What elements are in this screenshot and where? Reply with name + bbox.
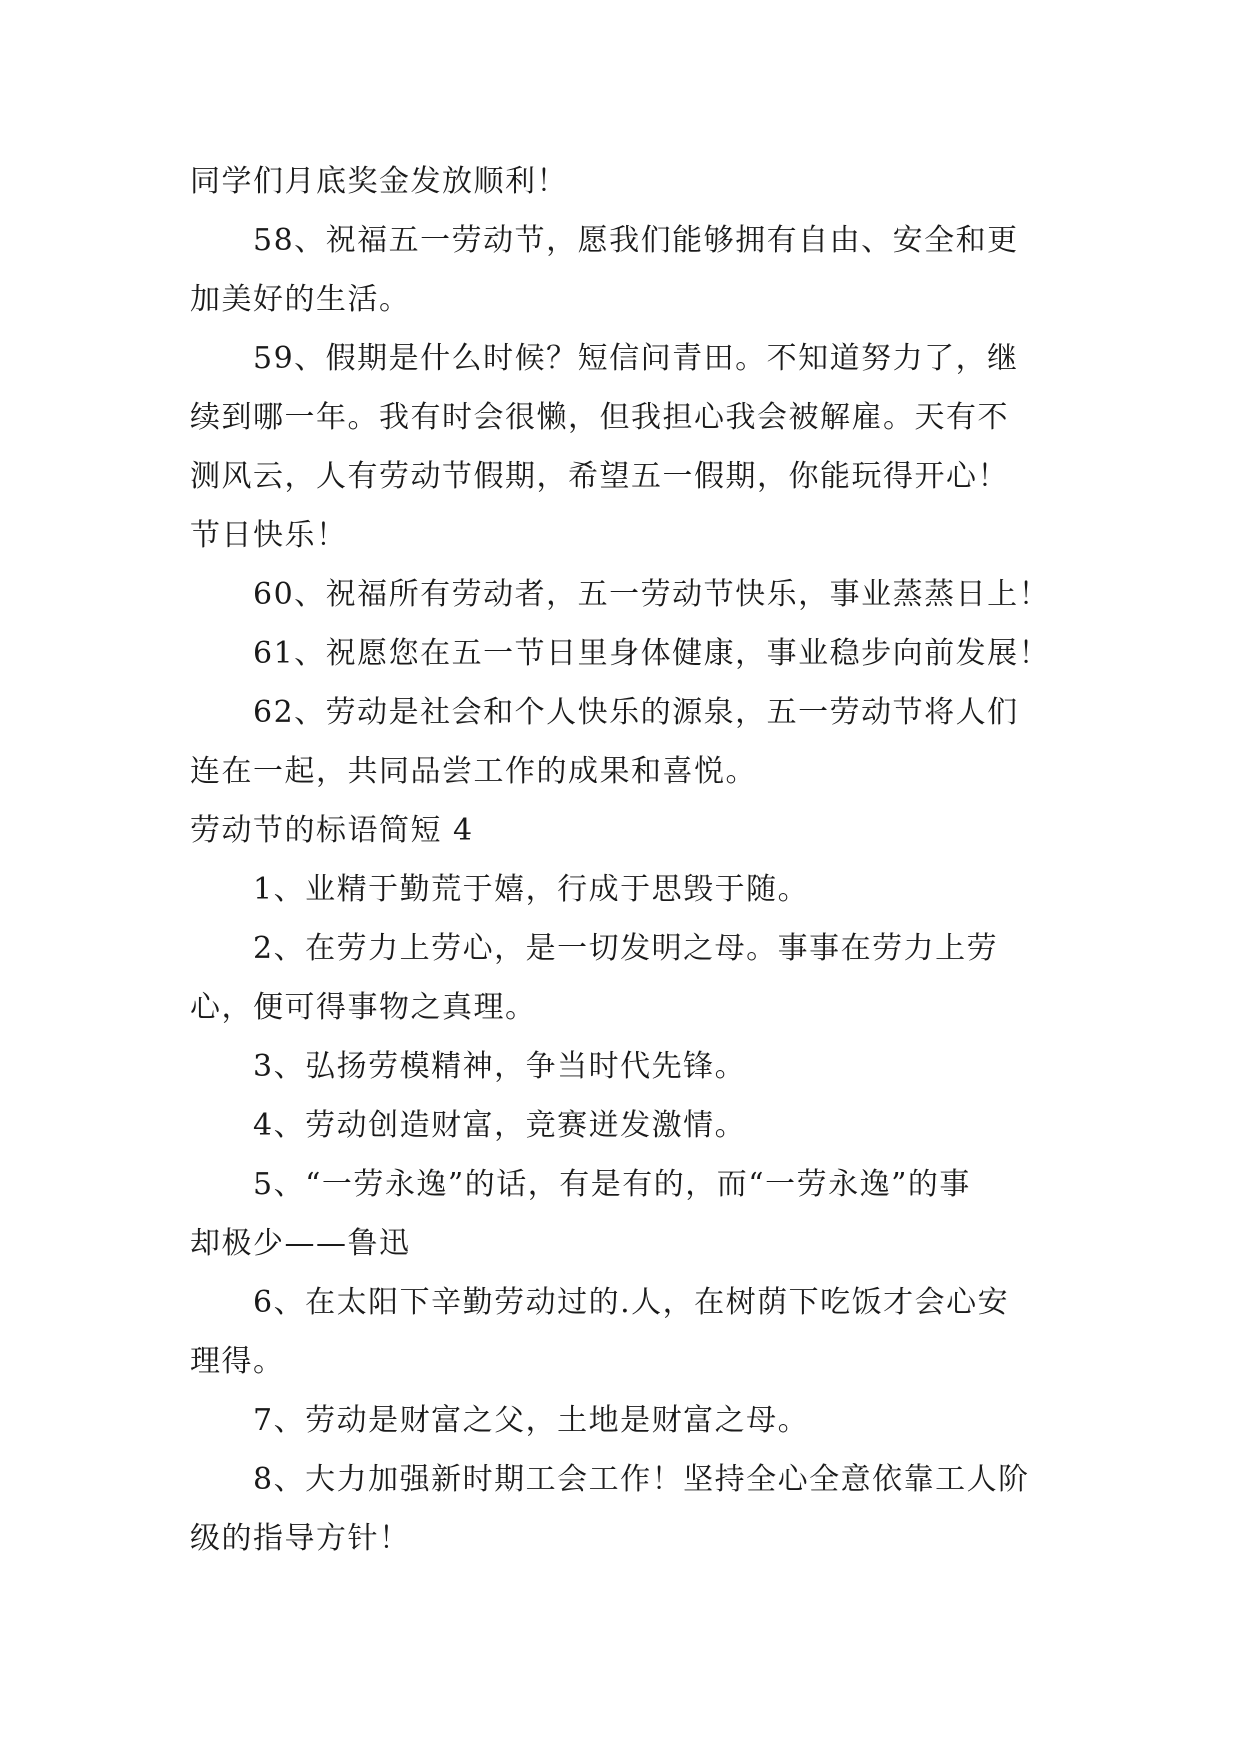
list-item-58: 58、祝福五一劳动节，愿我们能够拥有自由、安全和更: [253, 223, 1019, 258]
list-item-8: 8、大力加强新时期工会工作！坚持全心全意依靠工人阶: [253, 1462, 1030, 1497]
list-item-2: 2、在劳力上劳心，是一切发明之母。事事在劳力上劳: [253, 931, 999, 966]
document-body: [190, 152, 1060, 1568]
text-line: 同学们月底奖金发放顺利！: [190, 164, 568, 199]
text-line: 级的指导方针！: [190, 1521, 411, 1556]
list-item-59: 59、假期是什么时候？短信问青田。不知道努力了，继: [253, 341, 1019, 376]
text-line: 却极少——鲁迅: [190, 1226, 411, 1261]
list-item-7: 7、劳动是财富之父，土地是财富之母。: [253, 1403, 810, 1438]
list-item-62: 62、劳动是社会和个人快乐的源泉，五一劳动节将人们: [253, 695, 1019, 730]
text-line: 理得。: [190, 1344, 285, 1379]
list-item-6: 6、在太阳下辛勤劳动过的.人，在树荫下吃饭才会心安: [253, 1285, 1010, 1320]
list-item-5: 5、“一劳永逸”的话，有是有的，而“一劳永逸”的事: [253, 1167, 971, 1202]
list-item-61: 61、祝愿您在五一节日里身体健康，事业稳步向前发展！: [253, 636, 1051, 671]
text-line: 节日快乐！: [190, 518, 348, 553]
section-heading: 劳动节的标语简短 4: [190, 813, 474, 848]
text-line: 心，便可得事物之真理。: [190, 990, 537, 1025]
text-line: 加美好的生活。: [190, 282, 411, 317]
text-line: 测风云，人有劳动节假期，希望五一假期，你能玩得开心！: [190, 459, 1009, 494]
list-item-1: 1、业精于勤荒于嬉，行成于思毁于随。: [253, 872, 810, 907]
text-line: 续到哪一年。我有时会很懒，但我担心我会被解雇。天有不: [190, 400, 1009, 435]
list-item-4: 4、劳动创造财富，竞赛迸发激情。: [253, 1108, 747, 1143]
list-item-60: 60、祝福所有劳动者，五一劳动节快乐，事业蒸蒸日上！: [253, 577, 1051, 612]
list-item-3: 3、弘扬劳模精神，争当时代先锋。: [253, 1049, 747, 1084]
text-line: 连在一起，共同品尝工作的成果和喜悦。: [190, 754, 757, 789]
